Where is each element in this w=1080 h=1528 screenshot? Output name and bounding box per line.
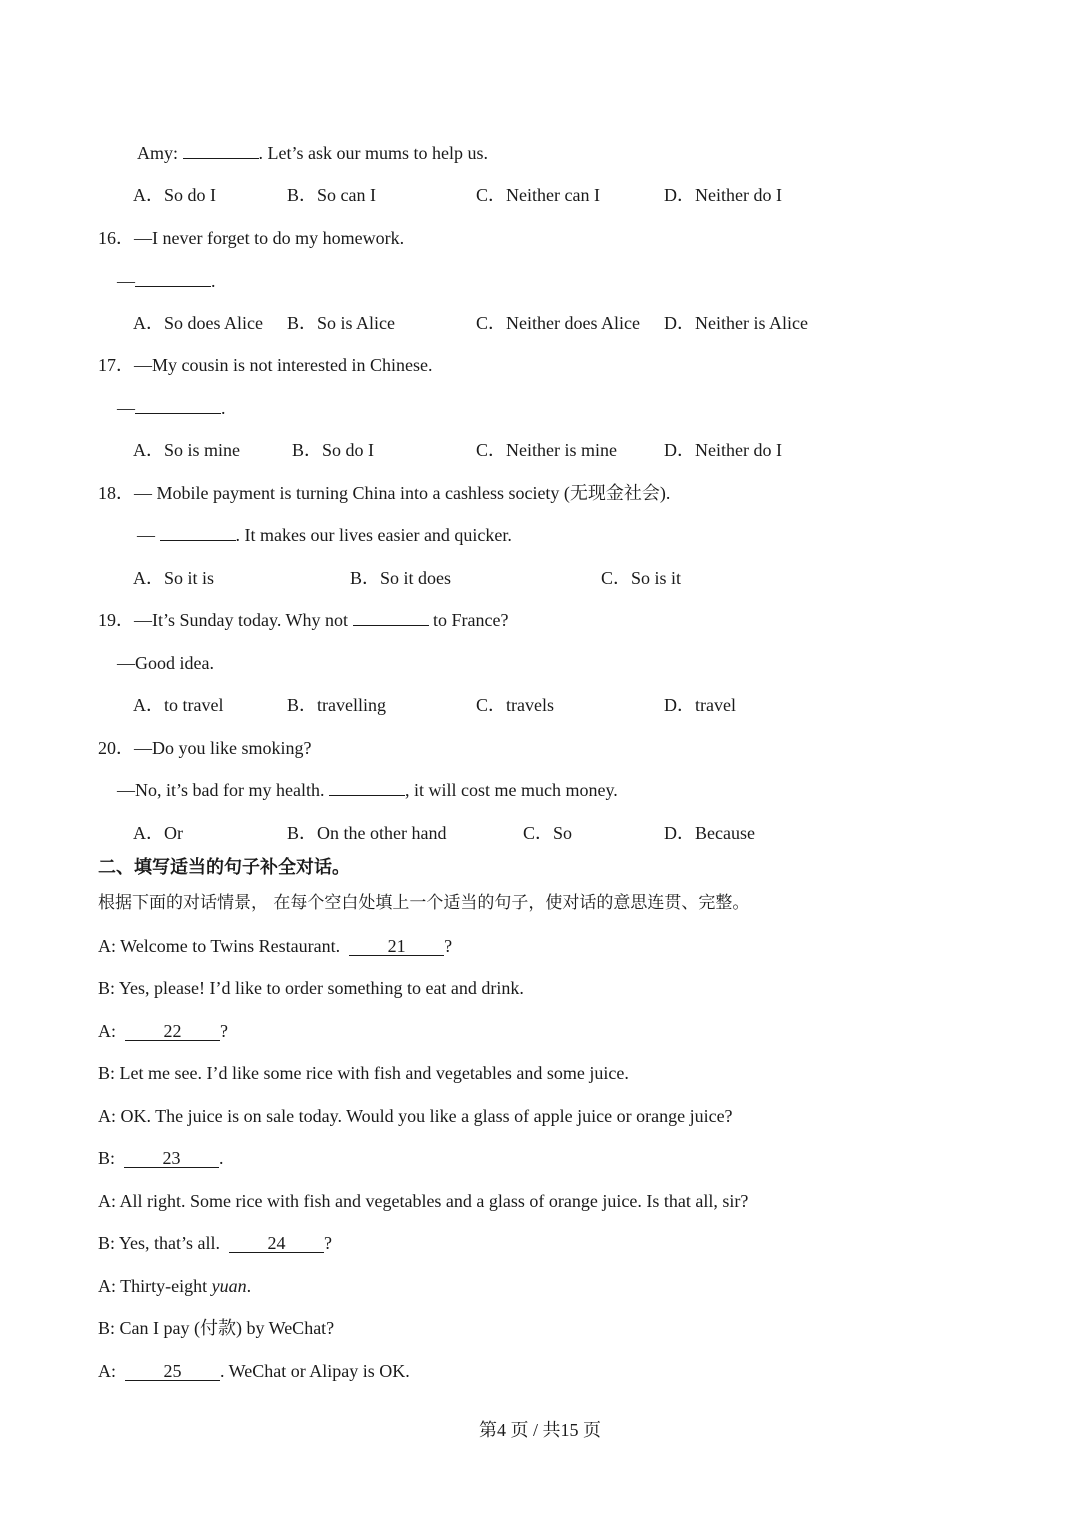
dialogue-line-2: B: Yes, please! I’d like to order something to eat and drink. — [98, 978, 524, 998]
q18-option-c[interactable]: C．So is it — [601, 568, 682, 588]
dialogue-line-6: B: 23 . — [98, 1148, 224, 1168]
dialogue-line-8: B: Yes, that’s all. 24 ? — [98, 1233, 333, 1253]
dialogue-line-9: A: Thirty-eight yuan. — [98, 1276, 252, 1296]
answer-blank[interactable] — [135, 413, 221, 414]
answer-blank[interactable] — [353, 625, 429, 626]
section-instruction: 根据下面的对话情景， 在每个空白处填上一个适当的句子，使对话的意思连贯、完整。 — [98, 893, 750, 913]
q20-option-c[interactable]: C．So — [523, 823, 573, 843]
answer-blank-25[interactable]: 25 — [125, 1362, 220, 1381]
q20-option-b[interactable]: B．On the other hand — [287, 823, 447, 843]
q17-stem: 17．—My cousin is not interested in Chinese. — [98, 355, 433, 375]
answer-blank[interactable] — [183, 158, 259, 159]
q19-option-d[interactable]: D．travel — [664, 695, 736, 715]
q20-option-d[interactable]: D．Because — [664, 823, 755, 843]
q15-prompt: Amy: . Let’s ask our mums to help us. — [137, 143, 488, 163]
answer-blank-21[interactable]: 21 — [349, 937, 444, 956]
dialogue-line-5: A: OK. The juice is on sale today. Would you like a glass of apple juice or orange juice? — [98, 1106, 733, 1126]
q20-reply: —No, it’s bad for my health. , it will cost me much money. — [117, 780, 618, 800]
q16-option-d[interactable]: D．Neither is Alice — [664, 313, 808, 333]
dialogue-line-3: A: 22 ? — [98, 1021, 228, 1041]
q17-option-a[interactable]: A．So is mine — [133, 440, 241, 460]
dialogue-line-1: A: Welcome to Twins Restaurant. 21 ? — [98, 936, 453, 956]
q17-option-d[interactable]: D．Neither do I — [664, 440, 782, 460]
q19-option-a[interactable]: A．to travel — [133, 695, 224, 715]
q15-option-b[interactable]: B．So can I — [287, 185, 376, 205]
section-heading: 二、填写适当的句子补全对话。 — [98, 857, 350, 878]
q15-option-d[interactable]: D．Neither do I — [664, 185, 782, 205]
q17-option-c[interactable]: C．Neither is mine — [476, 440, 617, 460]
q16-option-b[interactable]: B．So is Alice — [287, 313, 396, 333]
answer-blank-23[interactable]: 23 — [124, 1149, 219, 1168]
answer-blank[interactable] — [160, 540, 236, 541]
q19-stem: 19．—It’s Sunday today. Why not to France? — [98, 610, 509, 630]
q20-option-a[interactable]: A．Or — [133, 823, 183, 843]
dialogue-line-11: A: 25 . WeChat or Alipay is OK. — [98, 1361, 410, 1381]
answer-blank-24[interactable]: 24 — [229, 1234, 324, 1253]
answer-blank[interactable] — [135, 286, 211, 287]
q18-option-b[interactable]: B．So it does — [350, 568, 452, 588]
q19-option-b[interactable]: B．travelling — [287, 695, 386, 715]
q18-reply: — . It makes our lives easier and quicker. — [137, 525, 512, 545]
dialogue-line-4: B: Let me see. I’d like some rice with fish and vegetables and some juice. — [98, 1063, 629, 1083]
q16-reply: — . — [117, 271, 216, 291]
q17-reply: — . — [117, 398, 226, 418]
q16-stem: 16．—I never forget to do my homework. — [98, 228, 405, 248]
answer-blank-22[interactable]: 22 — [125, 1022, 220, 1041]
q15-option-c[interactable]: C．Neither can I — [476, 185, 600, 205]
page-footer: 第4 页 / 共15 页 — [478, 1420, 601, 1440]
q19-option-c[interactable]: C．travels — [476, 695, 554, 715]
dialogue-line-10: B: Can I pay (付款) by WeChat? — [98, 1318, 335, 1338]
q17-option-b[interactable]: B．So do I — [292, 440, 375, 460]
answer-blank[interactable] — [329, 795, 405, 796]
q20-stem: 20．—Do you like smoking? — [98, 738, 312, 758]
q19-reply: —Good idea. — [117, 653, 214, 673]
q18-option-a[interactable]: A．So it is — [133, 568, 215, 588]
q15-option-a[interactable]: A．So do I — [133, 185, 217, 205]
q16-option-a[interactable]: A．So does Alice — [133, 313, 263, 333]
dialogue-line-7: A: All right. Some rice with fish and vegetables and a glass of orange juice. Is that all, sir? — [98, 1191, 749, 1211]
q18-stem: 18．— Mobile payment is turning China into a cashless society (无现金社会). — [98, 483, 671, 503]
q16-option-c[interactable]: C．Neither does Alice — [476, 313, 640, 333]
